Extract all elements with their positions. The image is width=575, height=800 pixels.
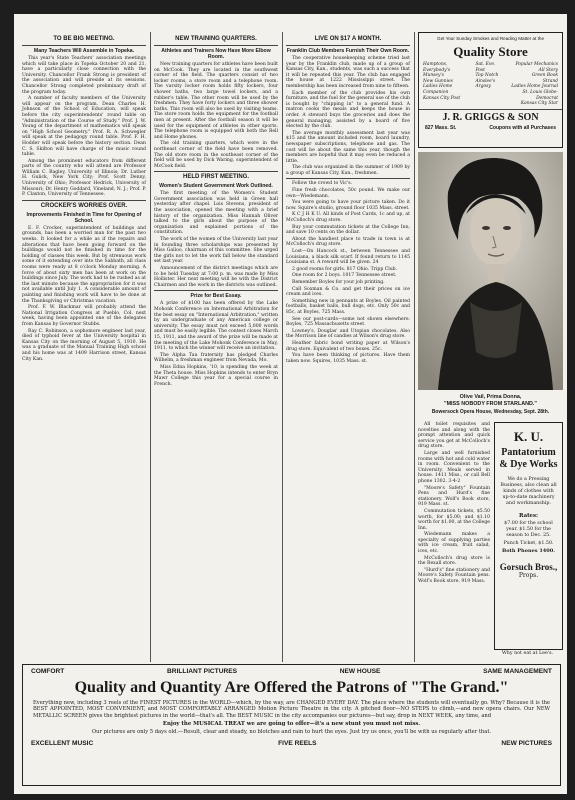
headline-training-quarters: NEW TRAINING QUARTERS. bbox=[175, 36, 257, 42]
classified-ad: 2 good rooms for girls. 817 Ohio. Tripp Club. bbox=[292, 266, 398, 272]
lees-tagline: Why not eat at Lee's. bbox=[501, 651, 554, 656]
article-paragraph: The old training quarters, which were in the northeast corner of the field have been removed. The old store room in the southeast corner of the field will be used by Dick Waring, superintendent of McCook field. bbox=[154, 141, 278, 169]
column-1 bbox=[22, 34, 146, 664]
classified-ad: "Hurd's" fine stationery and Moore's Safety Fountain pens. Wolf's Book store, 919 Mass. bbox=[418, 567, 490, 585]
column-4-ads bbox=[418, 422, 490, 662]
classified-ad: Lost—On Hancock st., between Tennessee and Louisiana, a black silk scarf. If found return to 1145 Louisiana st. A reward will be given. 24 bbox=[286, 249, 410, 266]
newspaper-page bbox=[14, 14, 567, 794]
classified-ad: You were going to have your picture taken. Do it now. Squire's studio, ground floor 1035 Mass. street. bbox=[286, 200, 410, 211]
store-coupons: Coupons with all Purchases bbox=[489, 124, 556, 131]
grand-theatre-ad: COMFORT BRILLIANT PICTURES NEW HOUSE SAME MANAGEMENT Quality and Quantity Are Offered the Patrons of "The Grand." Everything new, including 3 reels of the FINEST PICTURES in the WORLD—which, by the way, are CHANGED EVERY DAY. The place where the students will eventually go. Why? Because it is the BEST APPOINTED, MOST CONVENIENT, and MOST COMFORTABLY ARRANGED Motion Picture Theatre in the city. A pitched floor—NO STEPS to climb,—and new opera chairs. Our NEW METALLIC SCREEN gives the brightest pictures in the world—that's all. The BEST MUSIC in the city accompanies our pictures—but say, drop in NEXT WEEK, any time, and Enjoy the MUSICAL TREAT we are going to offer—it's a new stunt you must not miss. Our pictures are only 5 days old.—Result, clear and steady, no blotches and rain to hurt the eyes. Just try us once, you'll be with us regularly after that. EXCELLENT MUSIC FIVE REELS NEW PICTURES bbox=[22, 664, 561, 786]
grand-body: Everything new, including 3 reels of the FINEST PICTURES in the WORLD—which, by the way, are CHANGED EVERY DAY. The place where the students will eventually go. Why? Because it is the BEST APPOINTED, MOST CONVENIENT, and MOST COMFORTABLY ARRANGED Motion Picture Theatre in the city. A pitched floor—NO STEPS to climb,—and new opera chairs. Our NEW METALLIC SCREEN gives the brightest pictures in the world—that's all. The BEST MUSIC in the city accompanies our pictures—but say, drop in NEXT WEEK, any time, and bbox=[33, 700, 550, 719]
classified-ad: Commutation tickets, $5.50 worth, for $5.00; and $1.10 worth for $1.00, at the College Inn. bbox=[418, 508, 490, 531]
article-paragraph: New training quarters for athletes have been built on McCook. They are located in the southwest corner of the field. The quarters consist of two locker rooms, a store room and a telephone room. The varsity locker room holds fifty lockers, four shower baths, two large towel lockers, and a rubber's table. The other room will be used by the freshmen. They have forty lockers and three shower baths. This room will also be used by visiting teams. The store room holds the equipment for the football men at present. After the football season it will be used for the equipment of athletes in other sports. The telephone room is equipped with both the Bell and Home phones. bbox=[154, 62, 278, 140]
subhead-improvements: Improvements Finished in Time for Opening of School. bbox=[26, 211, 142, 224]
classified-ad: Something new in pennants at Boyles. Oil painted footballs, basket balls, bull dogs, etc. Only 50c and 85c, at Boyles, 725 Mass. bbox=[286, 298, 410, 315]
classified-ad: Fine fresh chocolates, 50c pound. We make our own—Wiedemann. bbox=[286, 188, 410, 199]
article-paragraph: Each member of the club provides his own furniture, and the fuel for the general use of the club is bought by "chipping in" to a general fund. A matron cooks the meals and keeps the house in order. A steward buys the groceries and does the general managing, assisted by a board of five elected by the club. bbox=[286, 90, 410, 130]
magazine-list-right: Popular Mechanics All Story Green Book Strand Ladies Home Journal St. Louis Globe-Democrat Kansas City Star bbox=[511, 62, 558, 107]
classified-ad: Remember Boyles for your job printing. bbox=[292, 279, 385, 285]
classified-ad: Call Soxman & Co. and get their prices on ice cream and ices. bbox=[286, 286, 410, 298]
portrait-photo bbox=[418, 152, 563, 390]
subhead-womens-government: Women's Student Government Work Outlined. bbox=[159, 183, 273, 190]
headline-prize-essay: Prize for Best Essay. bbox=[190, 293, 242, 300]
article-paragraph: The club was organized in the summer of 1909 by a group of Kansas City, Kan., freshmen. bbox=[286, 165, 410, 176]
classified-ad: One room for 2 boys. 1017 Tennessee street. bbox=[292, 273, 397, 279]
portrait-image bbox=[418, 152, 563, 390]
headline-crocker: CROCKER'S WORRIES OVER. bbox=[40, 202, 128, 209]
grand-headline: Quality and Quantity Are Offered the Patrons of "The Grand." bbox=[74, 679, 509, 696]
article-paragraph: The cooperative housekeeping scheme tried last year by the Franklin club, made up of a group of Kansas City, Kan., students, was such a success that it will be repeated this year. The club has engaged the house at 1222 Mississippi street. The membership has been increased from nine to fifteen. bbox=[286, 56, 410, 89]
classified-ad: Wiedemann makes a specialty of supplying parties with ice cream, fruit salad, ices, etc. bbox=[418, 532, 490, 555]
grand-enjoy: Enjoy the MUSICAL TREAT we are going to offer—it's a new stunt you must not miss. bbox=[162, 721, 421, 728]
classified-ad: Large and well furnished rooms with hot and cold water in room. Convenient to the University. Meals served in house. 1411 Miss., or call Bell phone 1302. 3-4-2 bbox=[418, 450, 490, 484]
column-3 bbox=[286, 34, 410, 664]
article-paragraph: E. F. Crocker, superintendent of buildings and grounds, has been a worried man for the past two weeks. It looked for a while as if the repairs and alterations that have been going forward on the buildings would not be finished in time for the holding of classes this week. But by strenuous work some of it extending over into the Sabbath, all class rooms were ready at 8 o'clock Monday morning. A force of about sixty men has been at work on the buildings since July. The work had to be rushed as at the last minute because the appropriation for it was not available until July 1. A considerable amount of painting and finishing work will have to be done at the Thanksgiving or Christmas vacation. bbox=[22, 225, 146, 304]
article-paragraph: A number of faculty members of the University will appear on the program. Dean Charles H. Johnson of the School of Education, will speak before the city superintendents' round table on "Administration of the Course of Study." Prof. J. W. Young of the department of mathematics will speak on "High School Geometry." Prof. R. A. Schwegler will speak at the pedagogy round table. Prof. F. H. Hodder will speak before the history section. Dean C. S. Skilton will have charge of the music round table. bbox=[22, 96, 146, 158]
headline-big-meeting: TO BE BIG MEETING. bbox=[53, 36, 115, 42]
subhead-teachers: Many Teachers Will Assemble in Topeka. bbox=[33, 48, 135, 54]
classified-ad: "Moore's Safety" Fountain Pens and Hurd's fine stationery. Wolf's Book store, 919 Mass. st. bbox=[418, 485, 490, 508]
classified-ad: Lowney's, Douglas' and Utopian chocolates. Also the Morrison line of candies at Wilson's drug store. bbox=[286, 328, 410, 340]
classified-ad: Heather fabric bond writing paper at Wilson's drug store. Equivalent of two boxes. 25c. bbox=[286, 340, 410, 352]
article-paragraph: The average monthly assessment last year was $15 and the amount included room, board laundry, newspaper subscriptions, telephone and gas. The cost will be about the same this year, though the members are hopeful that it may even be reduced a little. bbox=[286, 130, 410, 164]
store-owner: J. R. GRIGGS & SON bbox=[442, 111, 539, 123]
classified-ad: Buy your commutation tickets at the College Inn, and save 10 cents on the dollar. bbox=[286, 224, 410, 236]
store-address: 827 Mass. St. bbox=[425, 124, 457, 131]
article-paragraph: Ray C. Robinson, a sophomore engineer last year, died of typhoid fever at the University hospital in Kansas City on the morning of August 5, 1910. He was a graduate of the Manual Training High school and his home was at 1409 Harrison street, Kansas City Kan. bbox=[22, 328, 146, 362]
classified-ad: Follow the crowd to Vic's. bbox=[292, 181, 353, 187]
article-paragraph: The work of the women of the University last year in founding three scholarships was presented by Miss Galloo, chairman of this committee. She urged the girls not to let the work fall below the standard set last year. bbox=[154, 237, 278, 265]
headline-live-on-17: LIVE ON $17 A MONTH. bbox=[314, 36, 382, 42]
article-paragraph: Miss Edna Hopkins, '10, is spending the week at the Theta house. Miss Hopkins intends to enter Bryn Mawr College this year for a special course in French. bbox=[154, 364, 278, 387]
classified-ad: McColloch's drug store is the Rexall store. bbox=[418, 555, 490, 567]
headline-first-meeting: HELD FIRST MEETING. bbox=[183, 174, 249, 181]
article-paragraph: The first meeting of the Women's Student Government association was held in Green hall yesterday after chapel. Lois Stevens, president of the association, opened the meeting with a brief history of the organization. Miss Hannah Oliver talked to the girls about the purpose of the organization and explained portions of the constitution. bbox=[154, 191, 278, 236]
article-paragraph: Prof. F. W. Blackmar will probably attend the National Irrigation Congress at Pueblo, Col. next week, having been appointed one of the delegates from Kansas by Governor Stubbs. bbox=[22, 305, 146, 327]
grand-days: Our pictures are only 5 days old.—Result, clear and steady, no blotches and rain to hurt the eyes. Just try us once, you'll be with us regularly after that. bbox=[91, 729, 492, 736]
photo-caption: Olive Vail, Prima Donna, "MISS NOBODY FROM STARLAND." Bowersock Opera House, Wednesday, Sept. 28th. bbox=[431, 394, 550, 415]
magazine-list-mid: Sat. Eve. Post Top Notch Ainslee's Argosy bbox=[475, 62, 499, 90]
article-paragraph: Announcement of the district meetings which are to be held Tuesday at 7:00 p. m. was made by Miss Hollister. Her next meeting will be with the District Chairmen and the work in the districts was outlined. bbox=[154, 266, 278, 288]
article-paragraph: Among the prominent educators from different parts of the country who will attend are Professor William C. Bagley, University of Illinois; Dr. Luther H. Gulick, New York City; Prof. Scott Denny, University of Ohio; Professor Hedrick, University of Missouri; Dr. Henry Goddard, Vineland, N. J.; Prof. P. P. Claxton, University of Tennessee. bbox=[22, 158, 146, 198]
classified-ad: About the handiest place to trade in town is at McColloch's drug store. bbox=[286, 236, 410, 248]
article-paragraph: This year's State Teachers' association meetings which will take place in Topeka October 20 and 21, have a particularly close connection with the University. Chancellor Frank Strong is president of the association and will preside at its sessions. Chancellor Strong completed preliminary draft of the program today. bbox=[22, 56, 146, 95]
store-ad-tagline: Get Your Sunday Smokes and Reading Matter at the bbox=[437, 36, 544, 41]
classified-ad: See our post-cards—some not shown elsewhere. Boyles, 725 Massachusetts street. bbox=[286, 316, 410, 328]
article-paragraph: A prize of $100 has been offered by the Lake Mohonk Conference on International Arbitration for the best essay on "International Arbitration," written by an undergraduate of any American college or university. The essay must not exceed 5,000 words and must be easily legible. The contest closes March 15, 1911, and the award of the prize will be made at the meeting of the Lake Mohonk Conference in May, 1911, to which the winner will receive an invitation. bbox=[154, 301, 278, 352]
classified-ad: All toilet requisites and novelties and along with the prompt attention and quick service you get at McColloch's drug store. bbox=[418, 422, 490, 450]
classified-ad: K C J H K U. All kinds of Post Cards, 1c and up, at McColloch's drug store. bbox=[286, 212, 410, 224]
subhead-athletes: Athletes and Trainers Now Have More Elbow Room. bbox=[161, 48, 271, 60]
column-2 bbox=[154, 34, 278, 664]
classified-ad: You have been thinking of pictures. Have them taken now. Squires, 1035 Mass. st. bbox=[286, 353, 410, 364]
magazine-list-left: Hamptons, Everybody's Munsey's New Gunnies Ladies Home Companion Kansas City Post bbox=[423, 62, 461, 101]
subhead-franklin-club: Franklin Club Members Furnish Their Own Room. bbox=[286, 48, 410, 54]
article-paragraph: The Alpha Tau fraternity has pledged Charles Wilhelm, a freshman engineer from Nevada, Mo. bbox=[154, 352, 278, 364]
ku-pantatorium-ad: K. U. Pantatorium & Dye Works We do a Pressing Business, also clean all kinds of clothes with up-to-date machinery and workmanship. Rates: $7.00 for the school year. $1.50 for the season to Dec. 25. Punch Ticket, $1.50. Both Phones 1400. Gorsuch Bros., Props. bbox=[494, 422, 563, 650]
quality-store-ad bbox=[418, 32, 563, 148]
store-ad-name: Quality Store bbox=[453, 44, 528, 59]
